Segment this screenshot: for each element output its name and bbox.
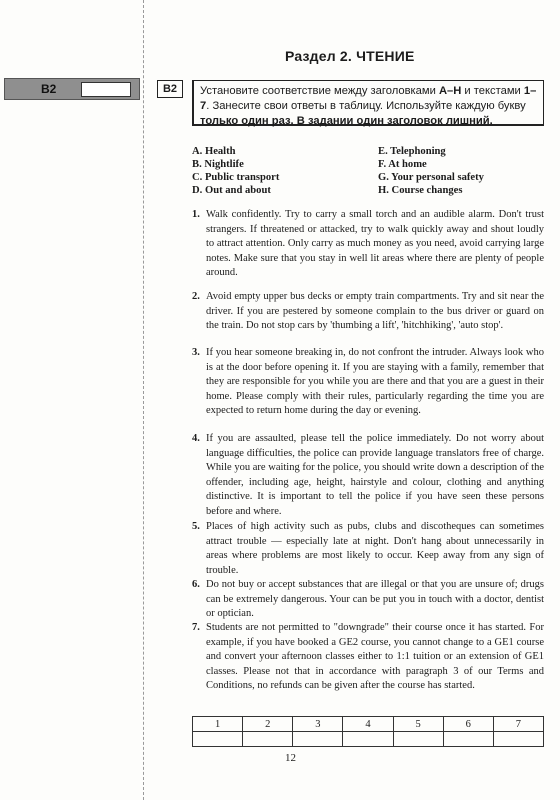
- text-number: 7.: [192, 622, 200, 633]
- text-number: 3.: [192, 347, 200, 358]
- text-item-4: [192, 432, 544, 519]
- text-number: 5.: [192, 521, 200, 532]
- answer-table-header-cell: 3: [293, 717, 343, 732]
- task-instructions: [192, 80, 544, 126]
- text-body: Do not buy or accept substances that are illegal or that you are unsure of; drugs can be extremely dangerous. Your can be put you in touch with a doctor, dentist or optician.: [206, 579, 544, 619]
- margin-rule: [143, 0, 145, 800]
- heading-d: D. Out and about: [192, 185, 271, 196]
- answer-table-header-cell: 2: [243, 717, 293, 732]
- answer-cell[interactable]: [393, 732, 443, 747]
- answer-table-header-row: [193, 717, 544, 732]
- heading-b: B. Nightlife: [192, 159, 244, 170]
- text-body: If you hear someone breaking in, do not confront the intruder. Always look who is at the door before opening it. If you are staying with a family, remember that they are responsible for you while you are there and that you are a guest in their home. Please comply with their rules, particularly regarding the time you are expected to return home during the day or evening.: [206, 347, 544, 416]
- answer-tab-label: B2: [41, 82, 57, 96]
- text-body: Avoid empty upper bus decks or empty train compartments. Try and sit near the driver. If you are pestered by someone complain to the bus driver or guard on the train. Do not stop cars by 'thumbing a lift', 'hitchhiking', 'auto stop'.: [206, 291, 544, 331]
- text-item-6: [192, 578, 544, 622]
- instructions-text-1: Установите соответствие между заголовками: [200, 85, 439, 97]
- text-number: 4.: [192, 433, 200, 444]
- text-body: If you are assaulted, please tell the police immediately. Do not worry about language difficulties, the police can provide language translators free of charge. While you are waiting for the police, you should write down a description of the offender, including age, height, hairstyle and colour, clothing and anything distinctive. It is important to tell the police if you have seen these persons before and where.: [206, 433, 544, 517]
- answer-cell[interactable]: [493, 732, 543, 747]
- heading-g: G. Your personal safety: [378, 172, 484, 183]
- instructions-range-headings: A–H: [438, 85, 462, 97]
- answer-tab-input-box[interactable]: [81, 82, 131, 97]
- text-number: 2.: [192, 291, 200, 302]
- answer-table-header-cell: 1: [193, 717, 243, 732]
- text-item-5: [192, 520, 544, 578]
- answer-table-header-cell: 6: [443, 717, 493, 732]
- answer-table-header-cell: 5: [393, 717, 443, 732]
- text-body: Students are not permitted to "downgrade" their course once it has started. For example, if you have booked a GE2 course, you cannot change to a GE1 course and convert your afternoon classes either to 1:1 tuition or an extension of GE1 classes. Please not that in accordance with paragraph 3 of our Terms and Conditions, no refunds can be given after the course has started.: [206, 622, 544, 691]
- answer-cell[interactable]: [193, 732, 243, 747]
- text-item-7: [192, 621, 544, 694]
- text-body: Walk confidently. Try to carry a small torch and an audible alarm. Don't trust strangers. If threatened or attacked, try to walk quickly away and shout loudly to attract attention. Only carry as much money as you need, avoid carrying large notes. Make sure that you stay in well lit areas where there are plenty of people around.: [206, 209, 544, 278]
- answer-table-header-cell: 4: [343, 717, 393, 732]
- heading-h: H. Course changes: [378, 185, 463, 196]
- instructions-text-2: и текстами: [461, 85, 524, 97]
- heading-f: F. At home: [378, 159, 427, 170]
- answer-cell[interactable]: [343, 732, 393, 747]
- answer-table: [192, 716, 544, 747]
- instructions-text-3: . Занесите свои ответы в таблицу. Используйте каждую букву: [206, 100, 526, 112]
- heading-e: E. Telephoning: [378, 146, 446, 157]
- answer-cell[interactable]: [293, 732, 343, 747]
- answer-table-header-cell: 7: [493, 717, 543, 732]
- answer-sheet-tab: [4, 78, 140, 100]
- text-body: Places of high activity such as pubs, clubs and discotheques can sometimes attract trouble — especially late at night. Don't hang about unnecessarily in areas where problems are most likely to occur. Keep away from any sign of trouble.: [206, 521, 544, 576]
- text-item-2: [192, 290, 544, 334]
- instructions-range-texts: 1–7: [200, 85, 537, 112]
- text-number: 6.: [192, 579, 200, 590]
- heading-c: C. Public transport: [192, 172, 280, 183]
- answer-cell[interactable]: [443, 732, 493, 747]
- page-number: 12: [285, 752, 296, 764]
- heading-a: A. Health: [192, 146, 236, 157]
- instructions-emphasis: только один раз. В задании один заголовок лишний.: [200, 115, 493, 127]
- text-number: 1.: [192, 209, 200, 220]
- section-title: Раздел 2. ЧТЕНИЕ: [285, 48, 415, 64]
- text-item-1: [192, 208, 544, 281]
- text-item-3: [192, 346, 544, 419]
- answer-table-input-row: [193, 732, 544, 747]
- answer-cell[interactable]: [243, 732, 293, 747]
- task-label: B2: [157, 80, 183, 98]
